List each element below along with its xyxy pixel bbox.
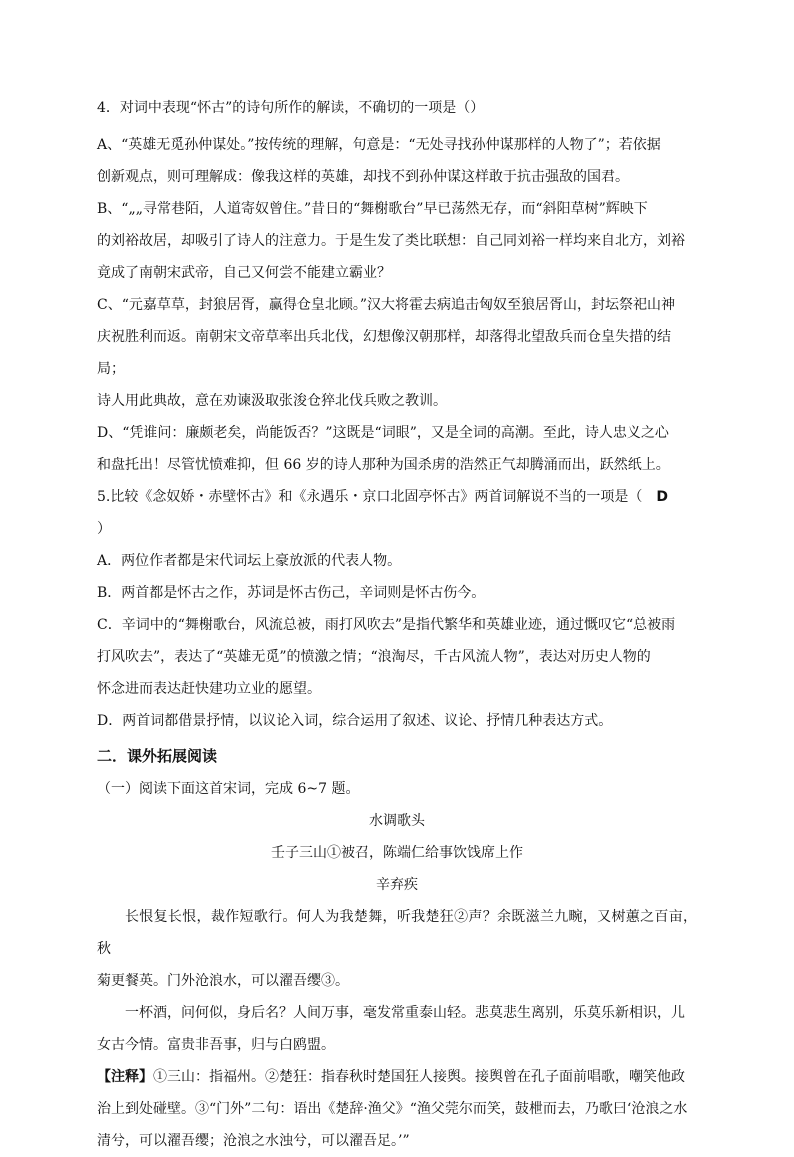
question-4-option-a-line-1: A、“英雄无觅孙仲谋处。”按传统的理解，句意是：“无处寻找孙仲谋那样的人物了”；若依据	[97, 137, 661, 153]
question-5-option-c-line-3: 怀念进而表达赶快建功立业的愿望。	[97, 681, 321, 697]
question-4-option-d-line-2: 和盘托出！尽管忧愤难抑，但 66 岁的诗人那种为国杀虏的浩然正气却腾涌而出，跃然纸上。	[97, 457, 670, 473]
question-4-option-a-line-2: 创新观点，则可理解成：像我这样的英雄，却找不到孙仲谋这样敢于抗击强敌的国君。	[97, 169, 629, 185]
poem-stanza-1-line-2: 菊更餐英。门外沧浪水，可以濯吾缨③。	[97, 973, 349, 989]
section-2-subtitle: （一）阅读下面这首宋词，完成 6~7 题。	[97, 781, 360, 797]
question-5-answer: D	[656, 489, 668, 505]
question-5-option-c-line-1: C．辛词中的“舞榭歌台，风流总被，雨打风吹去”是指代繁华和英雄业迹，通过慨叹它“总被雨	[97, 617, 676, 633]
question-5-option-b: B．两首都是怀古之作，苏词是怀古伤己，辛词则是怀古伤今。	[97, 585, 486, 601]
question-4-option-b-line-2: 的刘裕故居，却吸引了诗人的注意力。于是生发了类比联想：自己同刘裕一样均来自北方，刘裕	[97, 233, 685, 249]
poem-stanza-1-line-1: 长恨复长恨，裁作短歌行。何人为我楚舞，听我楚狂②声？余既滋兰九畹，又树蕙之百亩，秋	[97, 909, 697, 957]
notes-line-1-text: ①三山：指福州。②楚狂：指春秋时楚国狂人接舆。接舆曾在孔子面前唱歌，嘲笑他政	[153, 1069, 685, 1085]
notes-label: 【注释】	[97, 1069, 153, 1085]
question-5-stem-close: ）	[97, 521, 111, 537]
poem-preface: 壬子三山①被召，陈端仁给事饮饯席上作	[271, 845, 523, 861]
notes-line-3: 清兮，可以濯吾缨；沧浪之水浊兮，可以濯吾足。’”	[97, 1133, 410, 1149]
poem-title: 水调歌头	[369, 813, 425, 829]
question-4-option-c-line-3: 诗人用此典故，意在劝谏汲取张浚仓猝北伐兵败之教训。	[97, 393, 447, 409]
question-4-stem: 4．对词中表现“怀古”的诗句所作的解读，不确切的一项是（）	[97, 100, 485, 116]
poem-stanza-2-line-1: 一杯酒，问何似，身后名？人间万事，毫发常重泰山轻。悲莫悲生离别，乐莫乐新相识，儿	[125, 1005, 685, 1021]
notes-line-1	[97, 1061, 697, 1093]
notes-line-2: 治上到处碰壁。③“门外”二句：语出《楚辞·渔父》“渔父莞尔而笑，鼓枻而去，乃歌曰‘沧浪之水	[97, 1101, 688, 1117]
question-5-option-d: D．两首词都借景抒情，以议论入词，综合运用了叙述、议论、抒情几种表达方式。	[97, 713, 613, 729]
question-5-option-c-line-2: 打风吹去”，表达了“英雄无觅”的愤激之情；“浪淘尽，千古风流人物”，表达对历史人物的	[97, 649, 651, 665]
question-5-option-a: A．两位作者都是宋代词坛上豪放派的代表人物。	[97, 553, 402, 569]
poem-stanza-2-line-2: 女古今情。富贵非吾事，归与白鸥盟。	[97, 1037, 335, 1053]
question-5-stem-text: 5.比较《念奴娇・赤壁怀古》和《永遇乐・京口北固亭怀古》两首词解说不当的一项是（	[97, 489, 643, 505]
question-4-option-d-line-1: D、“凭谁问：廉颇老矣，尚能饭否？”这既是“词眼”，又是全词的高潮。至此，诗人忠义之心	[97, 425, 669, 441]
page-content	[97, 93, 697, 1157]
question-4-option-c-line-1: C、“元嘉草草，封狼居胥，赢得仓皇北顾。”汉大将霍去病追击匈奴至狼居胥山，封坛祭祀山神	[97, 297, 676, 313]
question-4-option-b-line-3: 竟成了南朝宋武帝，自己又何尝不能建立霸业？	[97, 265, 391, 281]
question-4-option-b-line-1: B、“„„寻常巷陌，人道寄奴曾住。”昔日的“舞榭歌台”早已荡然无存，而“斜阳草树”辉映下	[97, 201, 648, 217]
poem-author: 辛弃疾	[376, 877, 418, 893]
question-5-stem	[97, 481, 697, 545]
section-2-title: 二．课外拓展阅读	[97, 747, 218, 765]
question-4-option-c-line-2: 庆祝胜利而返。南朝宋文帝草率出兵北伐，幻想像汉朝那样，却落得北望敌兵而仓皇失措的结局；	[97, 329, 671, 377]
